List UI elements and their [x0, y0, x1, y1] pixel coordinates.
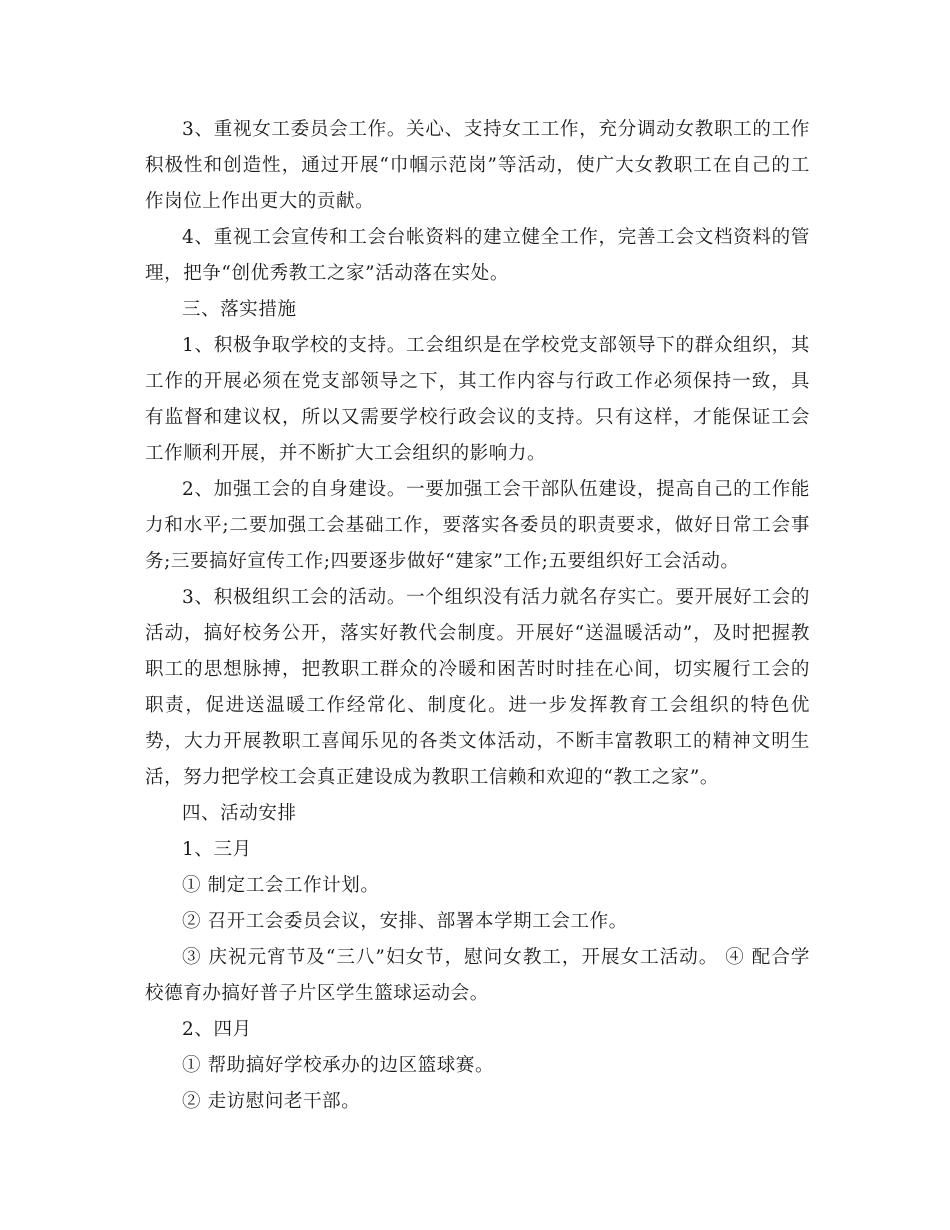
paragraph-organize-activities: 3、积极组织工会的活动。一个组织没有活力就名存实亡。要开展好工会的活动，搞好校务公开，落实好教代会制度。开展好“送温暖活动”，及时把握教职工的思想脉搏，把教职工群众的冷暖和困苦时时挂在心间，切实履行工会的职责，促进送温暖工作经常化、制度化。进一步发挥教育工会组织的特色优势，大力开展教职工喜闻乐见的各类文体活动，不断丰富教职工的精神文明生活，努力把学校工会真正建设成为教职工信赖和欢迎的“教工之家”。: [145, 587, 810, 788]
paragraph-self-building: 2、加强工会的自身建设。一要加强工会干部队伍建设，提高自己的工作能力和水平;二要加强工会基础工作，要落实各委员的职责要求，做好日常工会事务;三要搞好宣传工作;四要逐步做好“建家”工作;五要组织好工会活动。: [145, 479, 810, 572]
list-item: ① 帮助搞好学校承办的边区篮球赛。: [182, 1055, 495, 1076]
section-heading-measures: 三、落实措施: [182, 299, 297, 320]
list-item: ③ 庆祝元宵节及“三八”妇女节，慰问女教工，开展女工活动。 ④ 配合学校德育办搞好普子片区学生篮球运动会。: [145, 947, 810, 1004]
paragraph-women-committee: 3、重视女工委员会工作。关心、支持女工工作，充分调动女教职工的工作积极性和创造性，通过开展“巾帼示范岗”等活动，使广大女教职工在自己的工作岗位上作出更大的贡献。: [145, 119, 810, 212]
list-item: ① 制定工会工作计划。: [182, 875, 380, 896]
month-heading-march: 1、三月: [182, 839, 252, 860]
month-heading-april: 2、四月: [182, 1019, 252, 1040]
section-heading-schedule: 四、活动安排: [182, 803, 297, 824]
list-item: ② 召开工会委员会议，安排、部署本学期工会工作。: [182, 911, 628, 932]
paragraph-publicity-records: 4、重视工会宣传和工会台帐资料的建立健全工作，完善工会文档资料的管理，把争“创优秀教工之家”活动落在实处。: [145, 227, 810, 284]
paragraph-school-support: 1、积极争取学校的支持。工会组织是在学校党支部领导下的群众组织，其工作的开展必须在党支部领导之下，其工作内容与行政工作必须保持一致，具有监督和建议权，所以又需要学校行政会议的支持。只有这样，才能保证工会工作顺利开展，并不断扩大工会组织的影响力。: [145, 335, 810, 464]
list-item: ② 走访慰问老干部。: [182, 1091, 361, 1112]
